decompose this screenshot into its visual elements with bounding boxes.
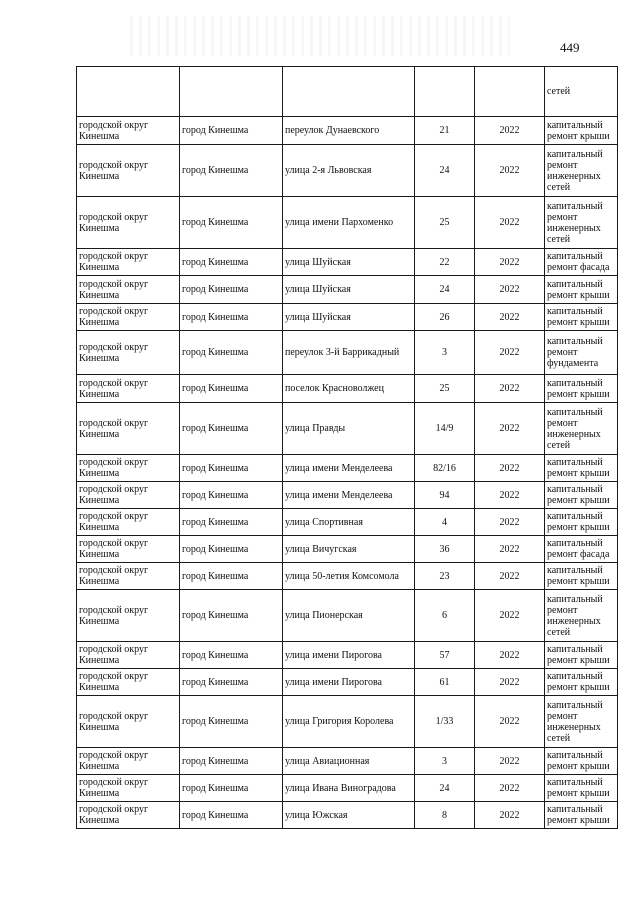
city-cell: город Кинешма bbox=[180, 276, 283, 304]
district-cell: городской округ Кинешма bbox=[77, 117, 180, 145]
table-row bbox=[77, 509, 618, 536]
year-cell: 2022 bbox=[475, 375, 545, 403]
city-cell: город Кинешма bbox=[180, 509, 283, 536]
year-cell: 2022 bbox=[475, 249, 545, 276]
year-cell: 2022 bbox=[475, 775, 545, 802]
district-cell: городской округ Кинешма bbox=[77, 536, 180, 563]
house-number-cell: 22 bbox=[415, 249, 475, 276]
work-type-cell: капитальный ремонт инженерных сетей bbox=[545, 197, 618, 249]
year-cell: 2022 bbox=[475, 642, 545, 669]
empty-cell bbox=[283, 67, 415, 117]
street-cell: улица имени Пархоменко bbox=[283, 197, 415, 249]
table-row bbox=[77, 331, 618, 375]
street-cell: улица Шуйская bbox=[283, 249, 415, 276]
city-cell: город Кинешма bbox=[180, 590, 283, 642]
house-number-cell: 6 bbox=[415, 590, 475, 642]
street-cell: улица имени Менделеева bbox=[283, 482, 415, 509]
work-type-cell: капитальный ремонт инженерных сетей bbox=[545, 590, 618, 642]
district-cell: городской округ Кинешма bbox=[77, 590, 180, 642]
street-cell: улица 2-я Львовская bbox=[283, 145, 415, 197]
district-cell: городской округ Кинешма bbox=[77, 455, 180, 482]
work-type-cell: капитальный ремонт фасада bbox=[545, 536, 618, 563]
city-cell: город Кинешма bbox=[180, 375, 283, 403]
work-type-cell: капитальный ремонт крыши bbox=[545, 455, 618, 482]
house-number-cell: 57 bbox=[415, 642, 475, 669]
table-row bbox=[77, 455, 618, 482]
work-type-cell: капитальный ремонт крыши bbox=[545, 642, 618, 669]
city-cell: город Кинешма bbox=[180, 117, 283, 145]
city-cell: город Кинешма bbox=[180, 331, 283, 375]
street-cell: улица Григория Королева bbox=[283, 696, 415, 748]
housing-repair-table bbox=[76, 66, 618, 829]
district-cell: городской округ Кинешма bbox=[77, 563, 180, 590]
house-number-cell: 14/9 bbox=[415, 403, 475, 455]
table-row bbox=[77, 375, 618, 403]
city-cell: город Кинешма bbox=[180, 775, 283, 802]
year-cell: 2022 bbox=[475, 536, 545, 563]
district-cell: городской округ Кинешма bbox=[77, 775, 180, 802]
city-cell: город Кинешма bbox=[180, 482, 283, 509]
street-cell: улица Вичугская bbox=[283, 536, 415, 563]
empty-cell bbox=[77, 67, 180, 117]
city-cell: город Кинешма bbox=[180, 642, 283, 669]
table-row bbox=[77, 197, 618, 249]
street-cell: улица имени Пирогова bbox=[283, 642, 415, 669]
street-cell: улица Пионерская bbox=[283, 590, 415, 642]
district-cell: городской округ Кинешма bbox=[77, 197, 180, 249]
house-number-cell: 24 bbox=[415, 145, 475, 197]
city-cell: город Кинешма bbox=[180, 304, 283, 331]
city-cell: город Кинешма bbox=[180, 748, 283, 775]
district-cell: городской округ Кинешма bbox=[77, 145, 180, 197]
table-row bbox=[77, 590, 618, 642]
table-row bbox=[77, 775, 618, 802]
house-number-cell: 24 bbox=[415, 276, 475, 304]
city-cell: город Кинешма bbox=[180, 197, 283, 249]
work-type-cell: капитальный ремонт инженерных сетей bbox=[545, 696, 618, 748]
work-type-cell: капитальный ремонт крыши bbox=[545, 563, 618, 590]
work-type-cell: капитальный ремонт фасада bbox=[545, 249, 618, 276]
district-cell: городской округ Кинешма bbox=[77, 249, 180, 276]
table-row bbox=[77, 536, 618, 563]
street-cell: улица Спортивная bbox=[283, 509, 415, 536]
year-cell: 2022 bbox=[475, 403, 545, 455]
district-cell: городской округ Кинешма bbox=[77, 669, 180, 696]
table-row bbox=[77, 482, 618, 509]
street-cell: улица Шуйская bbox=[283, 304, 415, 331]
house-number-cell: 23 bbox=[415, 563, 475, 590]
year-cell: 2022 bbox=[475, 117, 545, 145]
continuation-row bbox=[77, 67, 618, 117]
year-cell: 2022 bbox=[475, 669, 545, 696]
house-number-cell: 8 bbox=[415, 802, 475, 829]
house-number-cell: 94 bbox=[415, 482, 475, 509]
table-row bbox=[77, 748, 618, 775]
house-number-cell: 82/16 bbox=[415, 455, 475, 482]
work-type-cell: капитальный ремонт крыши bbox=[545, 117, 618, 145]
street-cell: улица Ивана Виноградова bbox=[283, 775, 415, 802]
district-cell: городской округ Кинешма bbox=[77, 642, 180, 669]
year-cell: 2022 bbox=[475, 197, 545, 249]
table-row bbox=[77, 642, 618, 669]
empty-cell bbox=[475, 67, 545, 117]
year-cell: 2022 bbox=[475, 304, 545, 331]
street-cell: улица имени Пирогова bbox=[283, 669, 415, 696]
year-cell: 2022 bbox=[475, 696, 545, 748]
year-cell: 2022 bbox=[475, 276, 545, 304]
faded-header-text bbox=[130, 16, 510, 56]
year-cell: 2022 bbox=[475, 748, 545, 775]
house-number-cell: 25 bbox=[415, 375, 475, 403]
work-type-cell: капитальный ремонт крыши bbox=[545, 509, 618, 536]
house-number-cell: 21 bbox=[415, 117, 475, 145]
district-cell: городской округ Кинешма bbox=[77, 276, 180, 304]
district-cell: городской округ Кинешма bbox=[77, 403, 180, 455]
work-type-cell: капитальный ремонт крыши bbox=[545, 304, 618, 331]
house-number-cell: 24 bbox=[415, 775, 475, 802]
street-cell: улица Правды bbox=[283, 403, 415, 455]
house-number-cell: 36 bbox=[415, 536, 475, 563]
table-body bbox=[77, 67, 618, 829]
year-cell: 2022 bbox=[475, 331, 545, 375]
page-number: 449 bbox=[560, 40, 580, 55]
year-cell: 2022 bbox=[475, 563, 545, 590]
district-cell: городской округ Кинешма bbox=[77, 331, 180, 375]
year-cell: 2022 bbox=[475, 802, 545, 829]
table-row bbox=[77, 669, 618, 696]
year-cell: 2022 bbox=[475, 482, 545, 509]
district-cell: городской округ Кинешма bbox=[77, 802, 180, 829]
house-number-cell: 26 bbox=[415, 304, 475, 331]
house-number-cell: 3 bbox=[415, 331, 475, 375]
house-number-cell: 3 bbox=[415, 748, 475, 775]
year-cell: 2022 bbox=[475, 455, 545, 482]
street-cell: улица имени Менделеева bbox=[283, 455, 415, 482]
work-type-cell: капитальный ремонт фундамента bbox=[545, 331, 618, 375]
street-cell: улица Южская bbox=[283, 802, 415, 829]
work-type-cell: капитальный ремонт крыши bbox=[545, 802, 618, 829]
city-cell: город Кинешма bbox=[180, 696, 283, 748]
street-cell: улица 50-летия Комсомола bbox=[283, 563, 415, 590]
empty-cell bbox=[415, 67, 475, 117]
work-type-cell: капитальный ремонт крыши bbox=[545, 375, 618, 403]
work-type-cell: капитальный ремонт инженерных сетей bbox=[545, 145, 618, 197]
work-type-cell: капитальный ремонт крыши bbox=[545, 775, 618, 802]
city-cell: город Кинешма bbox=[180, 563, 283, 590]
table-row bbox=[77, 403, 618, 455]
city-cell: город Кинешма bbox=[180, 403, 283, 455]
house-number-cell: 4 bbox=[415, 509, 475, 536]
work-type-cell: капитальный ремонт крыши bbox=[545, 276, 618, 304]
table-row bbox=[77, 563, 618, 590]
year-cell: 2022 bbox=[475, 590, 545, 642]
house-number-cell: 1/33 bbox=[415, 696, 475, 748]
city-cell: город Кинешма bbox=[180, 802, 283, 829]
street-cell: переулок Дунаевского bbox=[283, 117, 415, 145]
district-cell: городской округ Кинешма bbox=[77, 304, 180, 331]
district-cell: городской округ Кинешма bbox=[77, 748, 180, 775]
city-cell: город Кинешма bbox=[180, 455, 283, 482]
house-number-cell: 25 bbox=[415, 197, 475, 249]
work-type-cell: сетей bbox=[545, 67, 618, 117]
street-cell: переулок 3-й Баррикадный bbox=[283, 331, 415, 375]
work-type-cell: капитальный ремонт крыши bbox=[545, 482, 618, 509]
district-cell: городской округ Кинешма bbox=[77, 509, 180, 536]
district-cell: городской округ Кинешма bbox=[77, 696, 180, 748]
city-cell: город Кинешма bbox=[180, 669, 283, 696]
street-cell: поселок Красноволжец bbox=[283, 375, 415, 403]
house-number-cell: 61 bbox=[415, 669, 475, 696]
street-cell: улица Авиационная bbox=[283, 748, 415, 775]
table-row bbox=[77, 696, 618, 748]
table-row bbox=[77, 304, 618, 331]
year-cell: 2022 bbox=[475, 509, 545, 536]
street-cell: улица Шуйская bbox=[283, 276, 415, 304]
district-cell: городской округ Кинешма bbox=[77, 482, 180, 509]
work-type-cell: капитальный ремонт крыши bbox=[545, 669, 618, 696]
city-cell: город Кинешма bbox=[180, 536, 283, 563]
city-cell: город Кинешма bbox=[180, 145, 283, 197]
district-cell: городской округ Кинешма bbox=[77, 375, 180, 403]
table-row bbox=[77, 276, 618, 304]
table-row bbox=[77, 802, 618, 829]
empty-cell bbox=[180, 67, 283, 117]
work-type-cell: капитальный ремонт крыши bbox=[545, 748, 618, 775]
table-row bbox=[77, 145, 618, 197]
year-cell: 2022 bbox=[475, 145, 545, 197]
city-cell: город Кинешма bbox=[180, 249, 283, 276]
table-row bbox=[77, 249, 618, 276]
table-row bbox=[77, 117, 618, 145]
work-type-cell: капитальный ремонт инженерных сетей bbox=[545, 403, 618, 455]
